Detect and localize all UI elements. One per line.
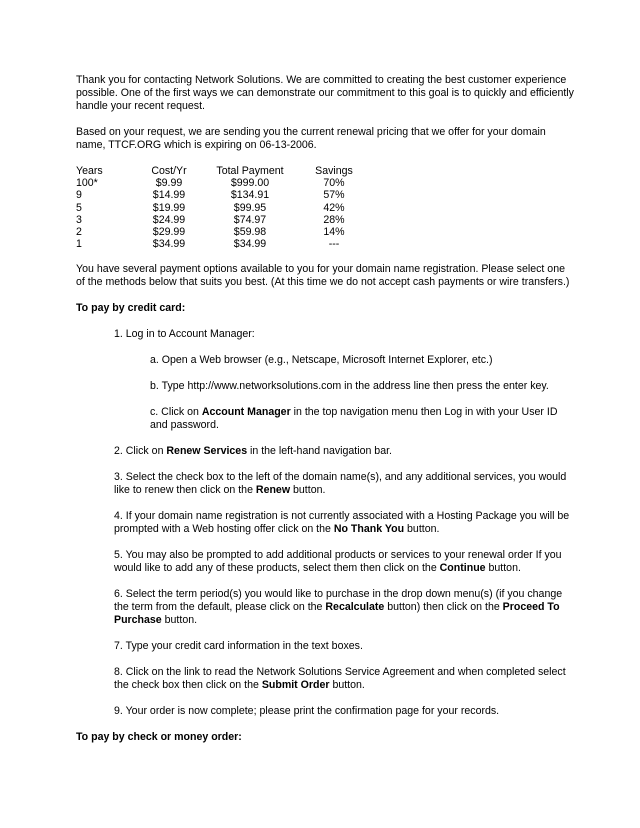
step-9: 9. Your order is now complete; please print the confirmation page for your records. bbox=[114, 705, 500, 718]
step-2-text: 2. Click on bbox=[114, 445, 167, 458]
header-years: Years bbox=[76, 165, 103, 177]
renew-label: Renew bbox=[255, 484, 291, 497]
account-manager-label: Account Manager bbox=[201, 406, 291, 419]
document-page bbox=[76, 74, 576, 757]
no-thank-you-label: No Thank You bbox=[333, 523, 405, 536]
cell-savings: 28% bbox=[323, 213, 345, 226]
cell-years: 2 bbox=[76, 226, 82, 239]
step-2-text-end: in the left-hand navigation bar. bbox=[247, 445, 392, 458]
step-8 bbox=[114, 666, 576, 692]
cell-cost: $29.99 bbox=[152, 226, 186, 239]
cell-cost: $24.99 bbox=[152, 213, 186, 226]
step-5-text-end: button. bbox=[485, 562, 521, 575]
cell-total: $74.97 bbox=[233, 213, 267, 226]
credit-card-heading: To pay by credit card: bbox=[76, 302, 186, 315]
cell-total: $34.99 bbox=[233, 238, 267, 251]
renew-services-label: Renew Services bbox=[166, 445, 248, 458]
table-row bbox=[76, 189, 368, 201]
table-row bbox=[76, 214, 368, 226]
cell-savings: 14% bbox=[323, 226, 345, 239]
cell-cost: $14.99 bbox=[152, 189, 186, 202]
cell-years: 1 bbox=[76, 238, 82, 251]
proceed-to-purchase-label: Proceed To Purchase bbox=[114, 601, 560, 627]
step-7: 7. Type your credit card information in the text boxes. bbox=[114, 640, 363, 653]
cell-cost: $19.99 bbox=[152, 201, 186, 214]
cell-savings: 70% bbox=[323, 177, 345, 190]
step-1a: a. Open a Web browser (e.g., Netscape, Microsoft Internet Explorer, etc.) bbox=[150, 354, 493, 367]
cell-total: $59.98 bbox=[233, 226, 267, 239]
cell-savings: 57% bbox=[323, 189, 345, 202]
table-row bbox=[76, 202, 368, 214]
recalculate-label: Recalculate bbox=[325, 601, 385, 614]
step-6-text: 6. Select the term period(s) you would like to purchase in the drop down menu(s) (if you change the term from the default, please click on the bbox=[114, 588, 563, 614]
step-4-text-end: button. bbox=[404, 523, 440, 536]
renewal-pricing-paragraph: Based on your request, we are sending you the current renewal pricing that we offer for your domain name, TTCF.ORG which is expiring on 06-13-2006. bbox=[76, 126, 546, 151]
step-1c-text-end: in the top navigation menu then Log in with your User ID and password. bbox=[150, 406, 558, 432]
cell-cost: $34.99 bbox=[152, 238, 186, 251]
check-heading: To pay by check or money order: bbox=[76, 731, 242, 744]
step-1: 1. Log in to Account Manager: bbox=[114, 328, 255, 341]
cell-cost: $9.99 bbox=[155, 177, 183, 190]
step-1c-text: c. Click on bbox=[150, 406, 202, 419]
pricing-header-row bbox=[76, 165, 368, 177]
step-5 bbox=[114, 549, 576, 575]
table-row bbox=[76, 177, 368, 189]
step-3 bbox=[114, 471, 576, 497]
cell-total: $999.00 bbox=[230, 177, 270, 190]
step-8-text: 8. Click on the link to read the Network Solutions Service Agreement and when completed select the check box then click on the bbox=[114, 666, 566, 692]
step-2 bbox=[114, 445, 576, 458]
table-row bbox=[76, 238, 368, 250]
header-savings: Savings bbox=[315, 165, 353, 177]
step-6-text-mid: button) then click on the bbox=[384, 601, 503, 614]
step-3-text: 3. Select the check box to the left of the domain name(s), and any additional services, you would like to renew then click on the bbox=[114, 471, 567, 497]
cell-years: 9 bbox=[76, 189, 82, 202]
header-cost-per-year: Cost/Yr bbox=[151, 165, 187, 177]
table-row bbox=[76, 226, 368, 238]
header-total-payment: Total Payment bbox=[216, 165, 284, 177]
step-5-text: 5. You may also be prompted to add additional products or services to your renewal order If you would like to add any of these products, select them then click on the bbox=[114, 549, 562, 575]
step-6-text-end: button. bbox=[161, 614, 198, 627]
step-1c bbox=[150, 406, 576, 432]
continue-label: Continue bbox=[439, 562, 486, 575]
cell-savings: 42% bbox=[323, 201, 345, 214]
cell-years: 5 bbox=[76, 201, 82, 214]
submit-order-label: Submit Order bbox=[261, 679, 330, 692]
intro-paragraph: Thank you for contacting Network Solutions. We are committed to creating the best customer experience possible. One of the first ways we can demonstrate our commitment to this goal is to quickly and efficiently handle your recent request. bbox=[76, 74, 574, 112]
payment-options-paragraph: You have several payment options available to you for your domain name registration. Please select one of the methods below that suits you best. (At this time we do not accept cash payments or wire transfers.) bbox=[76, 263, 570, 289]
cell-years: 3 bbox=[76, 213, 82, 226]
step-8-text-end: button. bbox=[329, 679, 365, 692]
pricing-table bbox=[76, 165, 368, 250]
step-4 bbox=[114, 510, 576, 536]
step-3-text-end: button. bbox=[290, 484, 326, 497]
cell-total: $99.95 bbox=[233, 201, 267, 214]
step-4-text: 4. If your domain name registration is not currently associated with a Hosting Package you will be prompted with a Web hosting offer click on the bbox=[114, 510, 570, 536]
cell-savings: --- bbox=[328, 238, 340, 251]
step-1b: b. Type http://www.networksolutions.com in the address line then press the enter key. bbox=[150, 380, 549, 393]
cell-years: 100* bbox=[76, 177, 98, 190]
cell-total: $134.91 bbox=[230, 189, 270, 202]
step-6 bbox=[114, 588, 576, 627]
